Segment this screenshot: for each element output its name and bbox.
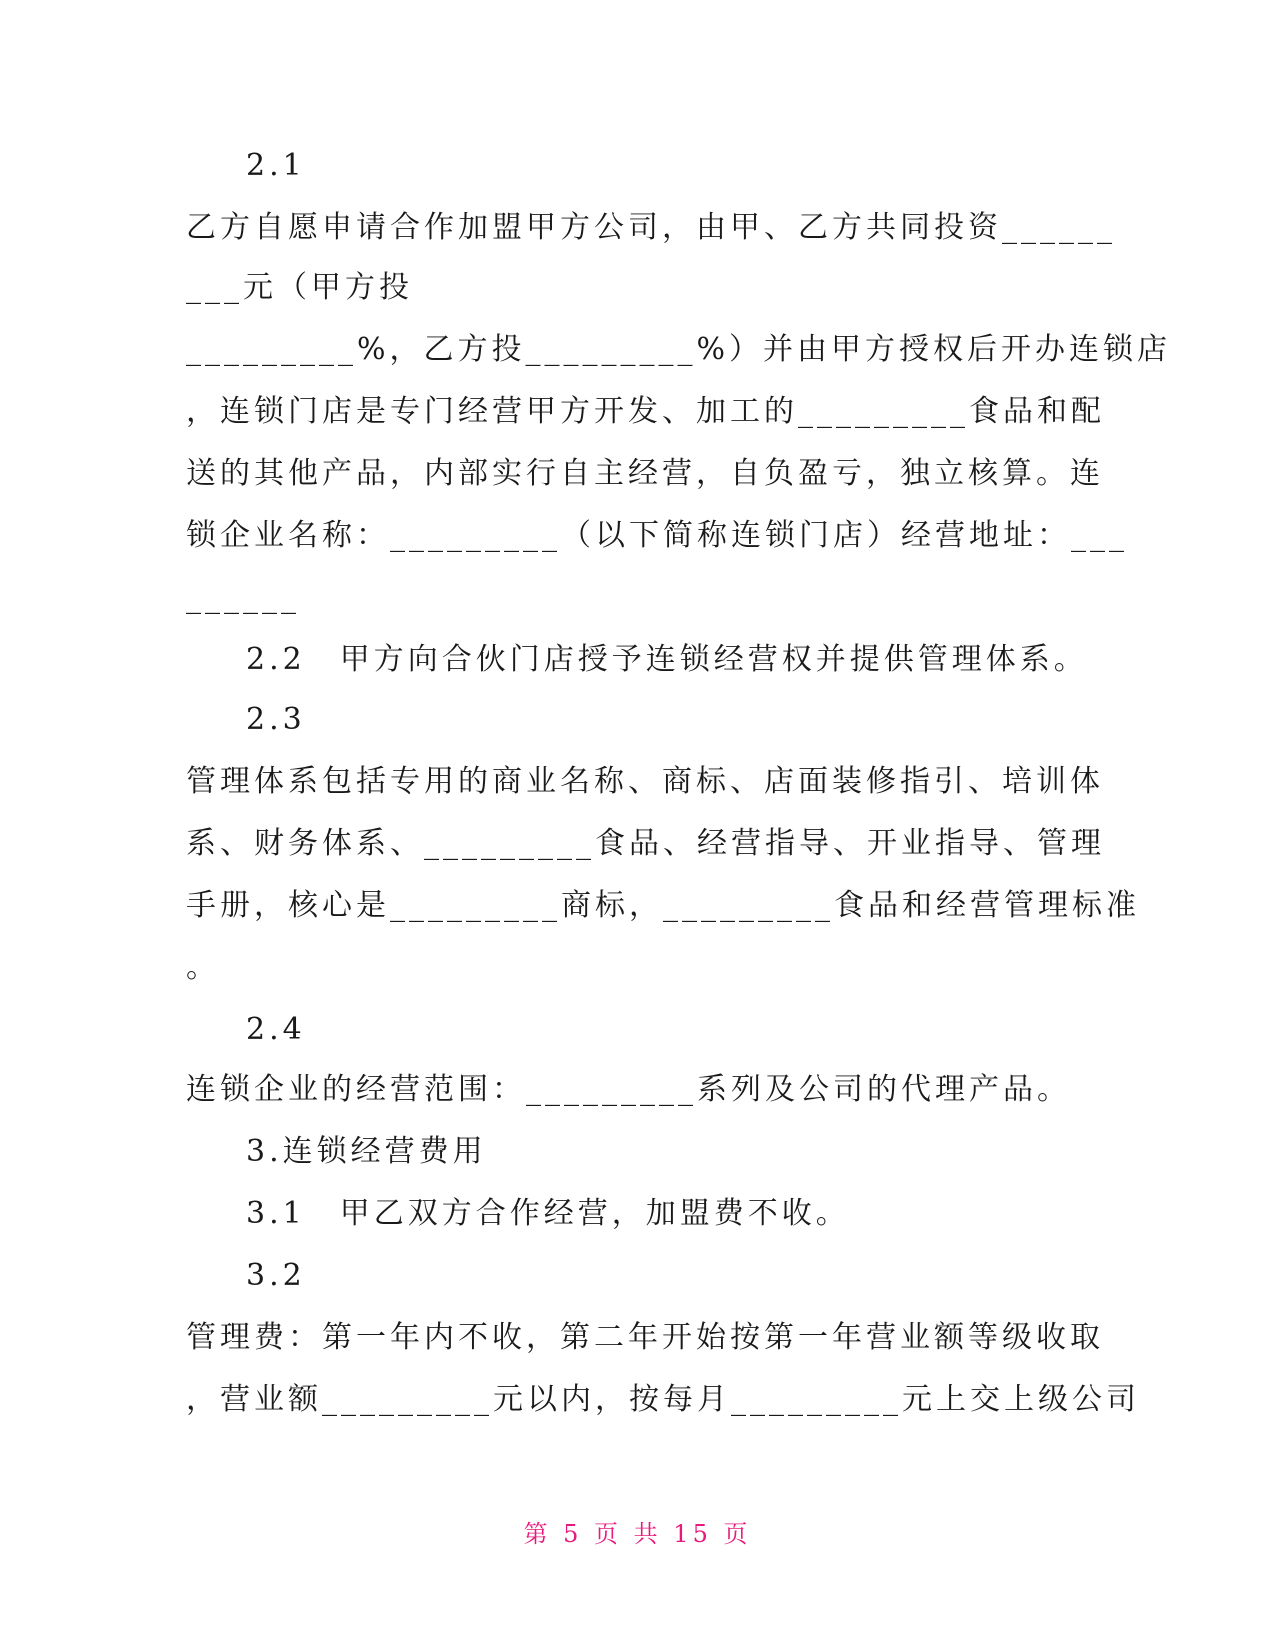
clause-2-1-line-3: _________%，乙方投_________%）并由甲方授权后开办连锁店 xyxy=(186,332,1172,367)
clause-2-3-line-4: 。 xyxy=(186,950,220,985)
clause-2-1-line-1: 乙方自愿申请合作加盟甲方公司，由甲、乙方共同投资______ xyxy=(186,210,1116,245)
clause-2-3-line-1: 管理体系包括专用的商业名称、商标、店面装修指引、培训体 xyxy=(186,764,1104,799)
clause-3-2-number: 3.2 xyxy=(246,1258,306,1293)
clause-2-1-number: 2.1 xyxy=(246,148,306,183)
clause-2-3-number: 2.3 xyxy=(246,702,306,737)
clause-2-3-line-2: 系、财务体系、_________食品、经营指导、开业指导、管理 xyxy=(186,826,1105,861)
clause-3-2-line-2: ，营业额_________元以内，按每月_________元上交上级公司 xyxy=(186,1382,1140,1417)
clause-2-2: 2.2 甲方向合伙门店授予连锁经营权并提供管理体系。 xyxy=(246,642,1088,677)
clause-3-1: 3.1 甲乙双方合作经营，加盟费不收。 xyxy=(246,1196,850,1231)
clause-2-1-line-2: ___元（甲方投 xyxy=(186,270,413,305)
clause-3-2-line-1: 管理费：第一年内不收，第二年开始按第一年营业额等级收取 xyxy=(186,1320,1104,1355)
clause-2-4-number: 2.4 xyxy=(246,1012,306,1047)
clause-2-4-line-1: 连锁企业的经营范围：_________系列及公司的代理产品。 xyxy=(186,1072,1071,1107)
section-3-heading: 3.连锁经营费用 xyxy=(246,1134,487,1169)
page-number-footer: 第 5 页 共 15 页 xyxy=(523,1520,752,1548)
clause-2-3-line-3: 手册，核心是_________商标，_________食品和经营管理标准 xyxy=(186,888,1140,923)
clause-2-1-line-7: ______ xyxy=(186,580,300,615)
clause-2-1-line-6: 锁企业名称：_________（以下简称连锁门店）经营地址：___ xyxy=(186,518,1128,553)
clause-2-1-line-4: ，连锁门店是专门经营甲方开发、加工的_________食品和配 xyxy=(186,394,1105,429)
clause-2-1-line-5: 送的其他产品，内部实行自主经营，自负盈亏，独立核算。连 xyxy=(186,456,1104,491)
